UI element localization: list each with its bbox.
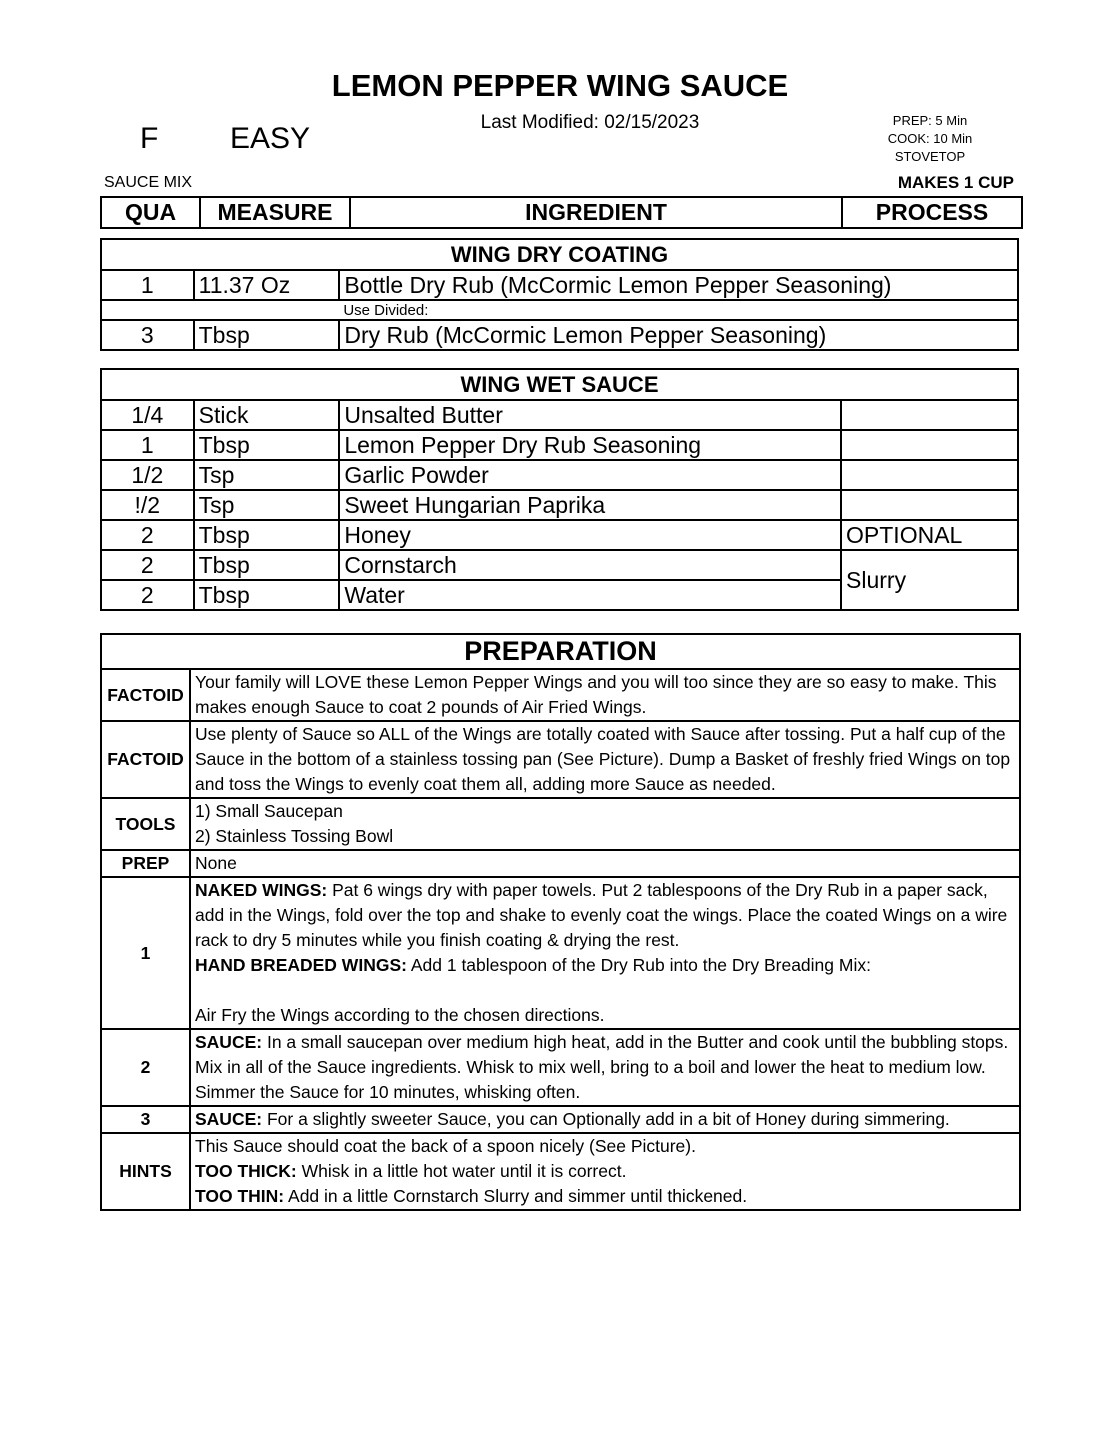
step-text: Air Fry the Wings according to the chosen directions. (195, 1005, 605, 1025)
measure: Tbsp (194, 520, 340, 550)
recipe-title: LEMON PEPPER WING SAUCE (331, 68, 789, 103)
process (841, 490, 1018, 520)
step-text: For a slightly sweeter Sauce, you can Optionally add in a bit of Honey during simmering. (262, 1109, 950, 1129)
col-measure: MEASURE (200, 197, 350, 228)
time-info (860, 112, 1000, 166)
hints-row (101, 1133, 1020, 1210)
ingredient-row (101, 270, 1018, 300)
preparation-table (100, 633, 1021, 1211)
ingredient-row (101, 320, 1018, 350)
tool-item: 2) Stainless Tossing Bowl (195, 826, 394, 846)
qty: 1 (101, 270, 194, 300)
col-process: PROCESS (842, 197, 1022, 228)
step-row (101, 1029, 1020, 1106)
factoid-row (101, 669, 1020, 721)
dry-coating-table (100, 238, 1019, 351)
factoid-row (101, 721, 1020, 798)
measure: 11.37 Oz (194, 270, 340, 300)
column-header-table (100, 196, 1023, 229)
qty: 1/2 (101, 460, 194, 490)
step-heading: SAUCE: (195, 1032, 263, 1052)
measure: Tbsp (194, 550, 340, 580)
row-text: Your family will LOVE these Lemon Pepper Wings and you will too since they are so easy to make. This makes enough Sauce to coat 2 pounds of Air Fried Wings. (190, 669, 1020, 721)
ingredient: Dry Rub (McCormic Lemon Pepper Seasoning) (339, 320, 1018, 350)
last-modified: Last Modified: 02/15/2023 (480, 112, 700, 133)
row-text: Use plenty of Sauce so ALL of the Wings are totally coated with Sauce after tossing. Put a half cup of the Sauce in the bottom of a stainless tossing pan (See Picture). Dump a Basket of freshly fried Wings on top and toss the Wings to evenly coat them all, adding more Sauce as needed. (190, 721, 1020, 798)
section-title: PREPARATION (101, 634, 1020, 669)
qty: 1 (101, 430, 194, 460)
wet-sauce-table (100, 368, 1019, 611)
measure: Tbsp (194, 580, 340, 610)
note: Use Divided: (339, 300, 1018, 320)
ingredient-row (101, 400, 1018, 430)
hint-heading: TOO THICK: (195, 1161, 297, 1181)
ingredient-row (101, 520, 1018, 550)
row-label: HINTS (101, 1133, 190, 1210)
row-label: FACTOID (101, 721, 190, 798)
step-heading: SAUCE: (195, 1109, 263, 1129)
ingredient-row (101, 550, 1018, 580)
ingredient: Bottle Dry Rub (McCormic Lemon Pepper Seasoning) (339, 270, 1018, 300)
measure: Tsp (194, 460, 340, 490)
row-label: PREP (101, 850, 190, 877)
hint-text: This Sauce should coat the back of a spoon nicely (See Picture). (195, 1136, 696, 1156)
qty: 2 (101, 580, 194, 610)
step-number: 2 (101, 1029, 190, 1106)
qty: 2 (101, 550, 194, 580)
qty: 3 (101, 320, 194, 350)
step-text: Add 1 tablespoon of the Dry Rub into the Dry Breading Mix: (406, 955, 871, 975)
prep-row (101, 850, 1020, 877)
ingredient-row (101, 490, 1018, 520)
ingredient: Sweet Hungarian Paprika (339, 490, 841, 520)
step-number: 1 (101, 877, 190, 1029)
measure: Tbsp (194, 320, 340, 350)
section-title: WING DRY COATING (101, 239, 1018, 270)
ingredient-row (101, 430, 1018, 460)
qty: 1/4 (101, 400, 194, 430)
step-number: 3 (101, 1106, 190, 1133)
step-row (101, 877, 1020, 1029)
hint-text: Add in a little Cornstarch Slurry and simmer until thickened. (284, 1186, 748, 1206)
ingredient: Honey (339, 520, 841, 550)
cook-time: COOK: 10 Min (887, 131, 973, 146)
qty: 2 (101, 520, 194, 550)
col-ingredient: INGREDIENT (350, 197, 842, 228)
category-code: F (140, 122, 159, 155)
hint-text: Whisk in a little hot water until it is correct. (296, 1161, 627, 1181)
tool-item: 1) Small Saucepan (195, 801, 343, 821)
cook-method: STOVETOP (894, 149, 966, 164)
measure: Stick (194, 400, 340, 430)
tools-row (101, 798, 1020, 850)
step-heading: HAND BREADED WINGS: (195, 955, 407, 975)
step-row (101, 1106, 1020, 1133)
ingredient-row (101, 460, 1018, 490)
recipe-yield: MAKES 1 CUP (897, 173, 1014, 192)
process: OPTIONAL (841, 520, 1018, 550)
process (841, 460, 1018, 490)
qty: !/2 (101, 490, 194, 520)
ingredient: Cornstarch (339, 550, 841, 580)
ingredient: Lemon Pepper Dry Rub Seasoning (339, 430, 841, 460)
row-label: TOOLS (101, 798, 190, 850)
prep-time: PREP: 5 Min (892, 113, 968, 128)
process (841, 400, 1018, 430)
ingredient: Unsalted Butter (339, 400, 841, 430)
col-qty: QUA (101, 197, 200, 228)
process: Slurry (841, 550, 1018, 610)
ingredient: Water (339, 580, 841, 610)
measure: Tbsp (194, 430, 340, 460)
ingredient: Garlic Powder (339, 460, 841, 490)
step-text: In a small saucepan over medium high heat, add in the Butter and cook until the bubbling stops. Mix in all of the Sauce ingredients. Whisk to mix well, bring to a boil and lower the heat to medium low. Simmer the Sauce for 10 minutes, whisking often. (195, 1032, 1009, 1102)
row-text: None (190, 850, 1020, 877)
section-label: SAUCE MIX (104, 174, 193, 191)
process (841, 430, 1018, 460)
section-title: WING WET SAUCE (101, 369, 1018, 400)
hint-heading: TOO THIN: (195, 1186, 285, 1206)
step-text: Pat 6 wings dry with paper towels. Put 2 tablespoons of the Dry Rub in a paper sack, add in the Wings, fold over the top and shake to evenly coat the wings. Place the coated Wings on a wire rack to dry 5 minutes while you finish coating & drying the rest. (195, 880, 1008, 950)
step-heading: NAKED WINGS: (195, 880, 328, 900)
difficulty: EASY (230, 122, 311, 155)
row-label: FACTOID (101, 669, 190, 721)
measure: Tsp (194, 490, 340, 520)
